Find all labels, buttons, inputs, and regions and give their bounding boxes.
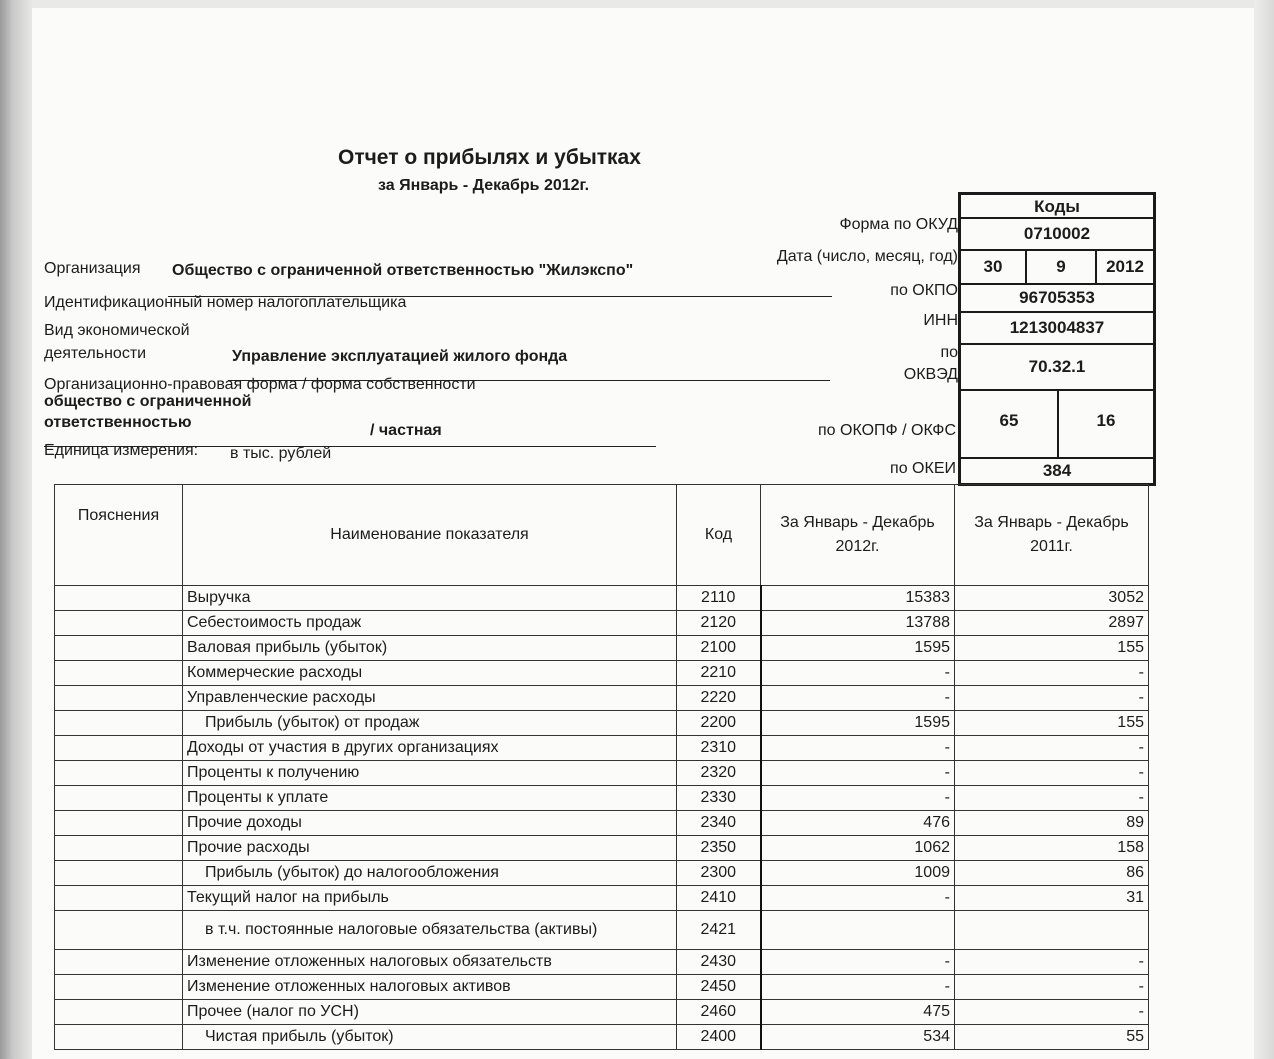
org-label: Организация (44, 260, 141, 277)
table-row (55, 1000, 1149, 1025)
row-value-2012: 13788 (761, 611, 955, 636)
row-value-2012: 1595 (761, 711, 955, 736)
row-value-2011: - (955, 761, 1149, 786)
row-value-2012: 476 (761, 811, 955, 836)
okei-label: по ОКЕИ (890, 460, 956, 477)
row-code: 2310 (677, 736, 761, 761)
paper-edge-top (32, 0, 1254, 8)
table-row (55, 661, 1149, 686)
row-value-2012: - (761, 686, 955, 711)
legal-form-label: Организационно-правовая форма / форма собственности (44, 376, 476, 393)
inn-code: 1213004837 (1009, 318, 1105, 337)
row-name: Управленческие расходы (183, 686, 677, 711)
row-note (55, 911, 183, 950)
row-code: 2210 (677, 661, 761, 686)
row-note (55, 861, 183, 886)
row-note (55, 761, 183, 786)
okud-label: Форма по ОКУД (839, 216, 958, 233)
date-year: 2012 (1106, 257, 1144, 276)
date-month: 9 (1056, 257, 1066, 276)
row-note (55, 736, 183, 761)
date-day: 30 (983, 257, 1003, 276)
codes-box (958, 192, 1156, 486)
row-code: 2110 (677, 586, 761, 611)
col-2012-header: За Январь - Декабрь 2012г. (761, 485, 955, 586)
row-code: 2400 (677, 1025, 761, 1050)
row-name: Прочие расходы (183, 836, 677, 861)
row-value-2011: 86 (955, 861, 1149, 886)
date-label: Дата (число, месяц, год) (776, 248, 958, 265)
row-name: Прочие доходы (183, 811, 677, 836)
row-name: Изменение отложенных налоговых активов (183, 975, 677, 1000)
row-value-2012: 475 (761, 1000, 955, 1025)
row-code: 2350 (677, 836, 761, 861)
okopf-code: 65 (999, 411, 1019, 430)
row-code: 2340 (677, 811, 761, 836)
row-name: Проценты к уплате (183, 786, 677, 811)
row-note (55, 786, 183, 811)
row-note (55, 636, 183, 661)
table-row (55, 1025, 1149, 1050)
row-value-2012: 15383 (761, 586, 955, 611)
legal-form-2: ответственностью (44, 414, 192, 431)
unit-label: Единица измерения: (44, 442, 199, 459)
row-value-2011 (955, 911, 1149, 950)
row-name: Прибыль (убыток) до налогообложения (183, 861, 677, 886)
row-value-2011: - (955, 950, 1149, 975)
row-code: 2460 (677, 1000, 761, 1025)
row-value-2012: 1062 (761, 836, 955, 861)
col-name-header: Наименование показателя (183, 485, 677, 586)
okud-code: 0710002 (1023, 224, 1091, 243)
okei-code: 384 (1042, 461, 1072, 480)
table-row (55, 975, 1149, 1000)
activity-label-1: Вид экономической (44, 322, 190, 339)
activity-value: Управление эксплуатацией жилого фонда (232, 348, 568, 365)
row-name: Себестоимость продаж (183, 611, 677, 636)
row-code: 2200 (677, 711, 761, 736)
row-code: 2120 (677, 611, 761, 636)
table-row (55, 636, 1149, 661)
row-note (55, 1000, 183, 1025)
okved-label-2: ОКВЭД (903, 366, 958, 383)
table-row (55, 686, 1149, 711)
col-2011-header: За Январь - Декабрь 2011г. (955, 485, 1149, 586)
row-value-2011: - (955, 736, 1149, 761)
row-name: Прочее (налог по УСН) (183, 1000, 677, 1025)
row-note (55, 886, 183, 911)
row-name: Доходы от участия в других организациях (183, 736, 677, 761)
row-name: Выручка (183, 586, 677, 611)
row-value-2011: 31 (955, 886, 1149, 911)
table-row (55, 711, 1149, 736)
profit-loss-table (54, 484, 1149, 1050)
col-code-header: Код (677, 485, 761, 586)
codes-header: Коды (1034, 197, 1080, 216)
okpo-code: 96705353 (1019, 288, 1095, 307)
row-note (55, 811, 183, 836)
row-note (55, 950, 183, 975)
row-value-2012: 534 (761, 1025, 955, 1050)
okfs-code: 16 (1096, 411, 1116, 430)
row-value-2011: - (955, 661, 1149, 686)
table-row (55, 811, 1149, 836)
row-note (55, 686, 183, 711)
table-row (55, 786, 1149, 811)
row-name: Валовая прибыль (убыток) (183, 636, 677, 661)
row-note (55, 975, 183, 1000)
okved-code: 70.32.1 (1028, 357, 1086, 376)
table-row (55, 911, 1149, 950)
table-row (55, 611, 1149, 636)
row-note (55, 586, 183, 611)
row-name: Прибыль (убыток) от продаж (183, 711, 677, 736)
row-value-2011: 158 (955, 836, 1149, 861)
row-value-2011: - (955, 975, 1149, 1000)
row-note (55, 1025, 183, 1050)
inn-label: ИНН (923, 312, 958, 329)
row-value-2012: 1009 (761, 861, 955, 886)
row-code: 2410 (677, 886, 761, 911)
row-code: 2320 (677, 761, 761, 786)
table-row (55, 586, 1149, 611)
report-title: Отчет о прибылях и убытках (338, 146, 641, 169)
row-value-2011: 155 (955, 711, 1149, 736)
paper-edge-left (0, 0, 32, 1059)
table-row (55, 836, 1149, 861)
row-value-2012: - (761, 761, 955, 786)
table-header-row (55, 485, 1149, 586)
org-name: Общество с ограниченной ответственностью "Жилэкспо" (172, 262, 634, 279)
okopf-label: по ОКОПФ / ОКФС (818, 422, 956, 439)
row-value-2012: 1595 (761, 636, 955, 661)
row-value-2012: - (761, 736, 955, 761)
row-name: Коммерческие расходы (183, 661, 677, 686)
row-value-2012 (761, 911, 955, 950)
row-code: 2430 (677, 950, 761, 975)
table-row (55, 886, 1149, 911)
table-row (55, 950, 1149, 975)
row-value-2012: - (761, 786, 955, 811)
row-value-2011: 55 (955, 1025, 1149, 1050)
row-note (55, 611, 183, 636)
table-row (55, 761, 1149, 786)
legal-form-1: общество с ограниченной (44, 393, 252, 410)
row-note (55, 661, 183, 686)
row-code: 2300 (677, 861, 761, 886)
col-notes-header: Пояснения (55, 485, 183, 586)
row-name: в т.ч. постоянные налоговые обязательства (активы) (183, 911, 677, 950)
row-code: 2100 (677, 636, 761, 661)
row-code: 2220 (677, 686, 761, 711)
taxpayer-id-label: Идентификационный номер налогоплательщика (44, 294, 407, 311)
row-code: 2450 (677, 975, 761, 1000)
report-period: за Январь - Декабрь 2012г. (378, 177, 590, 194)
row-value-2012: - (761, 975, 955, 1000)
row-value-2012: - (761, 950, 955, 975)
table-row (55, 861, 1149, 886)
paper-edge-right (1254, 0, 1274, 1059)
okved-label-1: по (940, 344, 958, 361)
row-value-2012: - (761, 886, 955, 911)
activity-label-2: деятельности (44, 345, 147, 362)
ownership-form: / частная (370, 422, 442, 439)
row-name: Чистая прибыль (убыток) (183, 1025, 677, 1050)
row-name: Текущий налог на прибыль (183, 886, 677, 911)
row-code: 2330 (677, 786, 761, 811)
unit-value: в тыс. рублей (230, 445, 332, 462)
row-value-2011: - (955, 1000, 1149, 1025)
row-name: Изменение отложенных налоговых обязательств (183, 950, 677, 975)
row-name: Проценты к получению (183, 761, 677, 786)
row-value-2012: - (761, 661, 955, 686)
row-value-2011: 155 (955, 636, 1149, 661)
row-code: 2421 (677, 911, 761, 950)
okpo-label: по ОКПО (890, 282, 958, 299)
row-value-2011: - (955, 786, 1149, 811)
row-value-2011: 89 (955, 811, 1149, 836)
row-value-2011: 2897 (955, 611, 1149, 636)
row-value-2011: 3052 (955, 586, 1149, 611)
row-note (55, 711, 183, 736)
table-row (55, 736, 1149, 761)
row-note (55, 836, 183, 861)
row-value-2011: - (955, 686, 1149, 711)
